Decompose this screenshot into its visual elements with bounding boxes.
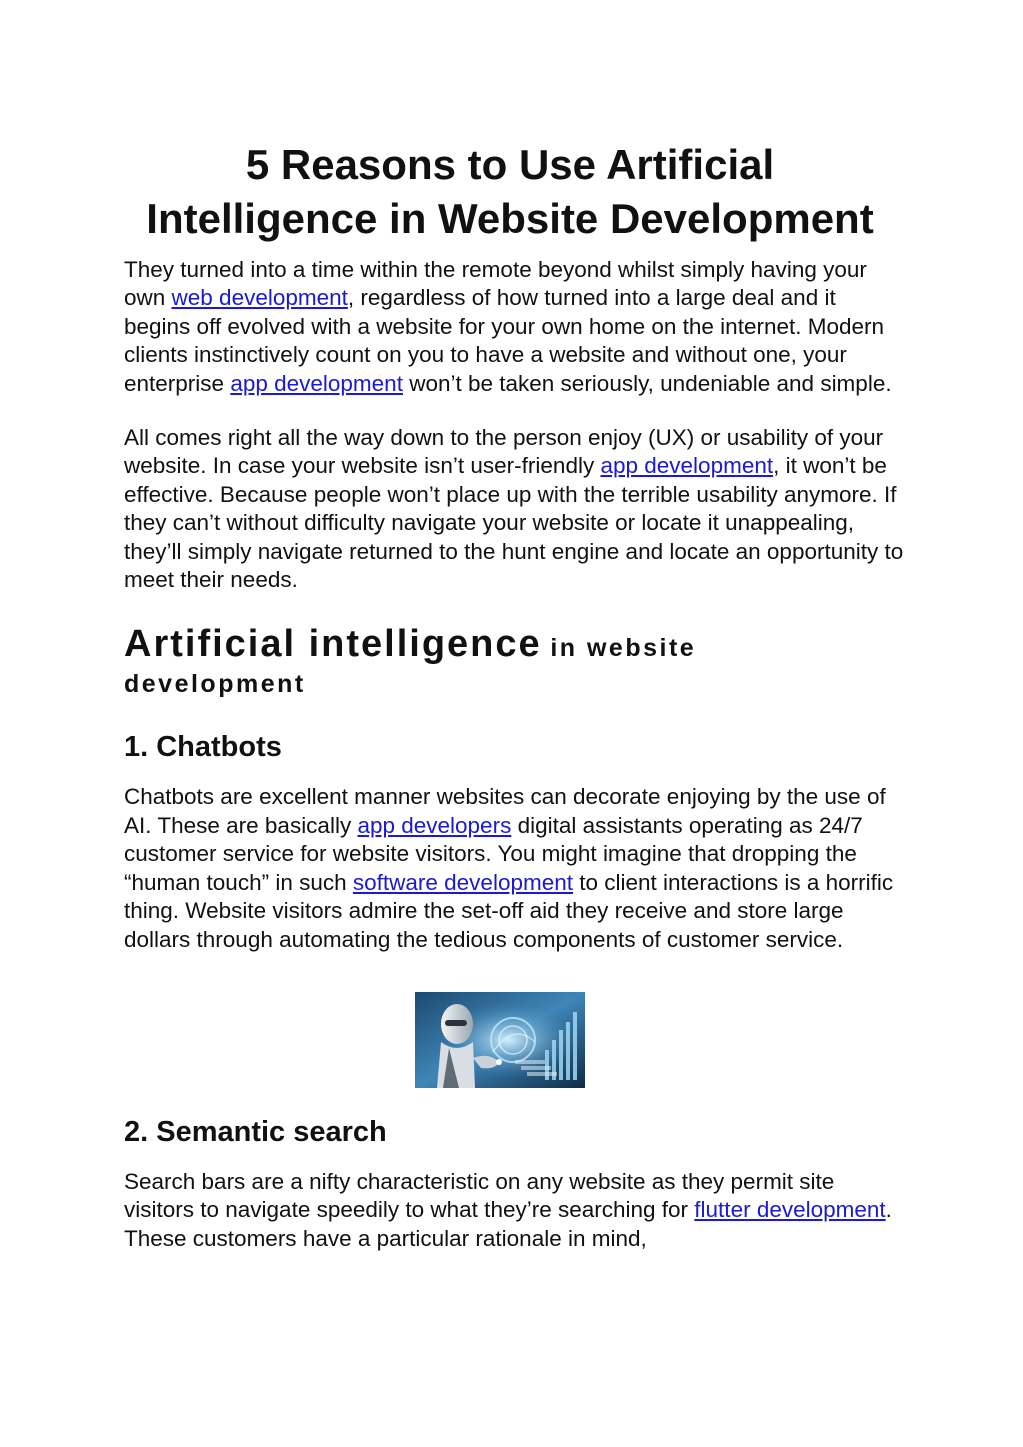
app-developers-link[interactable]: app developers	[357, 812, 512, 838]
web-development-link[interactable]: web development	[171, 285, 348, 311]
ux-paragraph	[124, 424, 904, 594]
document-title	[120, 138, 900, 246]
section-heading	[124, 624, 904, 701]
robot-hand-image	[415, 992, 585, 1088]
text-run: digital assistants operating as 24/7 customer service for website visitors. You might imagine that dropping the “human touch” in such	[124, 812, 863, 895]
flutter-development-link[interactable]: flutter development	[694, 1197, 886, 1223]
text-run: Search bars are a nifty characteristic on any website as they permit site visitors to navigate speedily to what they’re searching for	[124, 1168, 835, 1223]
text-run: won’t be taken seriously, undeniable and simple.	[402, 370, 892, 396]
text-run: to client interactions is a horrific thing. Website visitors admire the set-off aid they receive and store large dollars through automating the tedious components of customer service.	[124, 869, 894, 952]
intro-paragraph	[124, 256, 904, 398]
subheading-semantic-search: 2. Semantic search	[124, 1115, 387, 1148]
app-development-link[interactable]: app development	[230, 370, 403, 396]
semantic-search-paragraph	[124, 1168, 904, 1253]
text-run: Chatbots are excellent manner websites can decorate enjoying by the use of AI. These are basically	[124, 784, 886, 838]
robot-image-graphic	[415, 992, 585, 1088]
software-development-link[interactable]: software development	[352, 869, 573, 895]
section-heading-tail: in website	[550, 634, 697, 663]
section-heading-main: Artificial intelligence	[124, 623, 542, 666]
title-line-1: 5 Reasons to Use Artificial	[245, 141, 775, 188]
title-line-2: Intelligence in Website Development	[146, 195, 874, 242]
text-run: , regardless of how turned into a large deal and it begins off evolved with a website for your own home on the internet. Modern clients instinctively count on you to have a website and without one, your enterprise	[124, 285, 885, 396]
document-page	[124, 138, 904, 1253]
section-heading-line2: development	[124, 670, 306, 699]
text-run: , it won’t be effective. Because people won’t place up with the terrible usability anymore. If they can’t without difficulty navigate your website or locate it unappealing, they’ll simply navigate returned to the hunt engine and locate an opportunity to meet their needs.	[124, 453, 904, 593]
text-run: They turned into a time within the remote beyond whilst simply having your own	[124, 257, 867, 311]
chatbots-paragraph	[124, 783, 904, 953]
text-run: All comes right all the way down to the person enjoy (UX) or usability of your website. In case your website isn’t user-friendly	[124, 425, 884, 479]
app-development-link-2[interactable]: app development	[600, 453, 774, 479]
subheading-chatbots: 1. Chatbots	[124, 731, 282, 764]
text-run: . These customers have a particular rationale in mind,	[124, 1197, 892, 1251]
